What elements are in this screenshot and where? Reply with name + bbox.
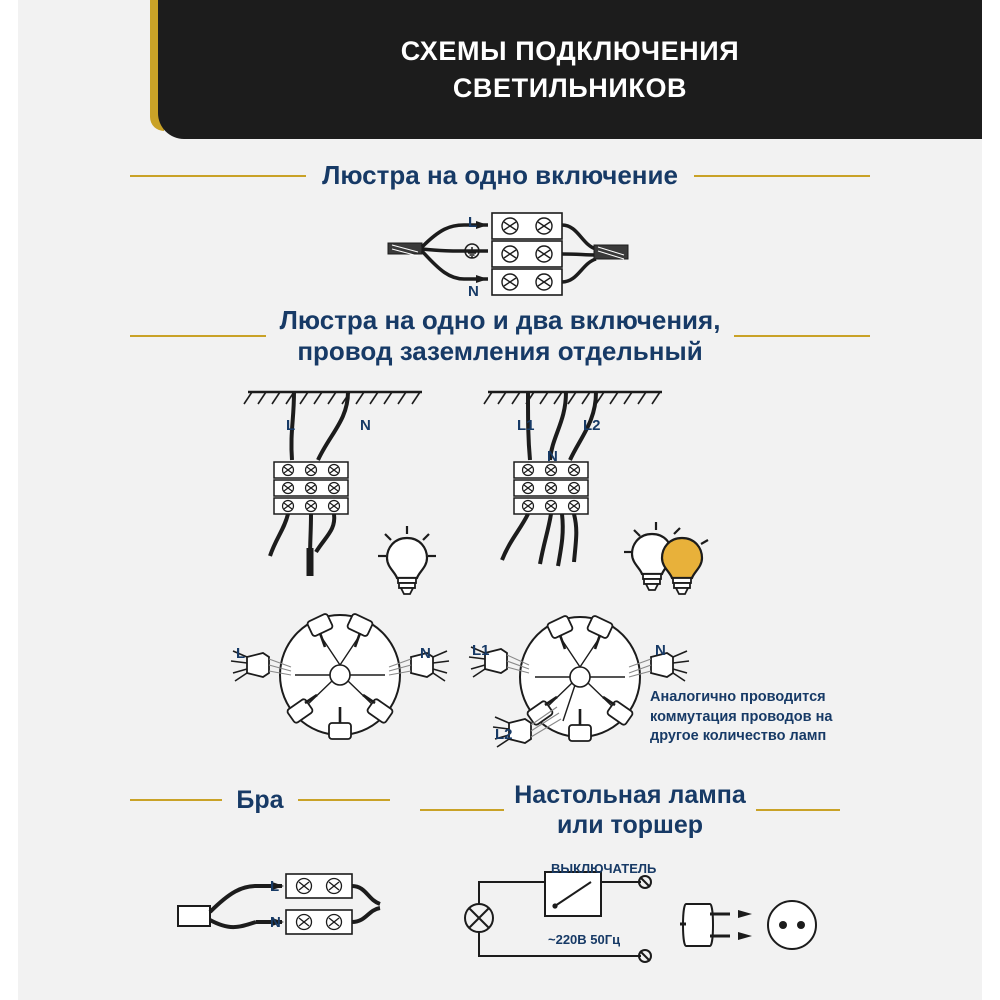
section-title: Люстра на одно включение	[322, 160, 678, 190]
diagram1-label-l: L	[468, 214, 478, 231]
rule-right	[756, 809, 840, 811]
diagram-one-switch	[380, 205, 640, 310]
diagram3-left-label-l: L	[236, 645, 246, 662]
bulb-pair-icon	[612, 518, 722, 602]
switch-caption: ВЫКЛЮЧАТЕЛЬ	[551, 861, 657, 876]
sconce-label-n: N	[270, 914, 281, 931]
section-title	[266, 305, 735, 367]
diagram1-label-n: N	[468, 283, 479, 300]
section-title-line1: Настольная лампа	[514, 781, 746, 809]
section-title-line1: Люстра на одно и два включения,	[279, 305, 721, 335]
header-banner	[158, 0, 982, 139]
rule-left	[130, 335, 266, 337]
diagram2-right-label-l2: L2	[583, 417, 601, 434]
rule-left	[130, 799, 222, 801]
page-title-line1: СХЕМЫ ПОДКЛЮЧЕНИЯ	[400, 36, 740, 67]
rule-left	[130, 175, 306, 177]
left-margin	[0, 0, 18, 1000]
diagram3-right-label-l2: L2	[495, 726, 513, 743]
diagram3-left-label-n: N	[420, 645, 431, 662]
diagram-table-lamp-circuit	[445, 860, 685, 975]
section-title	[504, 780, 756, 840]
right-margin	[982, 0, 1000, 1000]
diagram-junction-single	[225, 595, 455, 755]
rule-right	[694, 175, 870, 177]
voltage-caption: ~220В 50Гц	[548, 932, 621, 947]
diagram2-right-label-l1: L1	[517, 417, 535, 434]
note-text: Аналогично проводится коммутация проводов на другое количество ламп	[650, 689, 833, 745]
plug-and-socket-icon	[680, 890, 830, 960]
section-title: Бра	[236, 786, 284, 814]
diagram3-right-label-n: N	[655, 642, 666, 659]
section-title-line2: или торшер	[556, 811, 704, 839]
diagram-sconce	[170, 872, 390, 952]
diagram2-left-label-n: N	[360, 417, 371, 434]
section-heading-one-two-switch	[130, 305, 870, 367]
rule-right	[298, 799, 390, 801]
page-title	[401, 33, 740, 106]
diagram3-right-label-l1: L1	[472, 642, 490, 659]
section-heading-sconce	[130, 785, 390, 815]
section-heading-one-switch	[130, 160, 870, 191]
rule-right	[734, 335, 870, 337]
diagram2-left-label-l: L	[286, 417, 296, 434]
bulb-single-icon	[372, 520, 442, 600]
diagram2-right-label-n: N	[547, 448, 558, 465]
section-title-line2: провод заземления отдельный	[297, 336, 703, 367]
sconce-label-l: L	[270, 878, 280, 895]
rule-left	[420, 809, 504, 811]
page-title-line2: СВЕТИЛЬНИКОВ	[452, 72, 688, 103]
section-heading-table-lamp	[420, 780, 840, 840]
